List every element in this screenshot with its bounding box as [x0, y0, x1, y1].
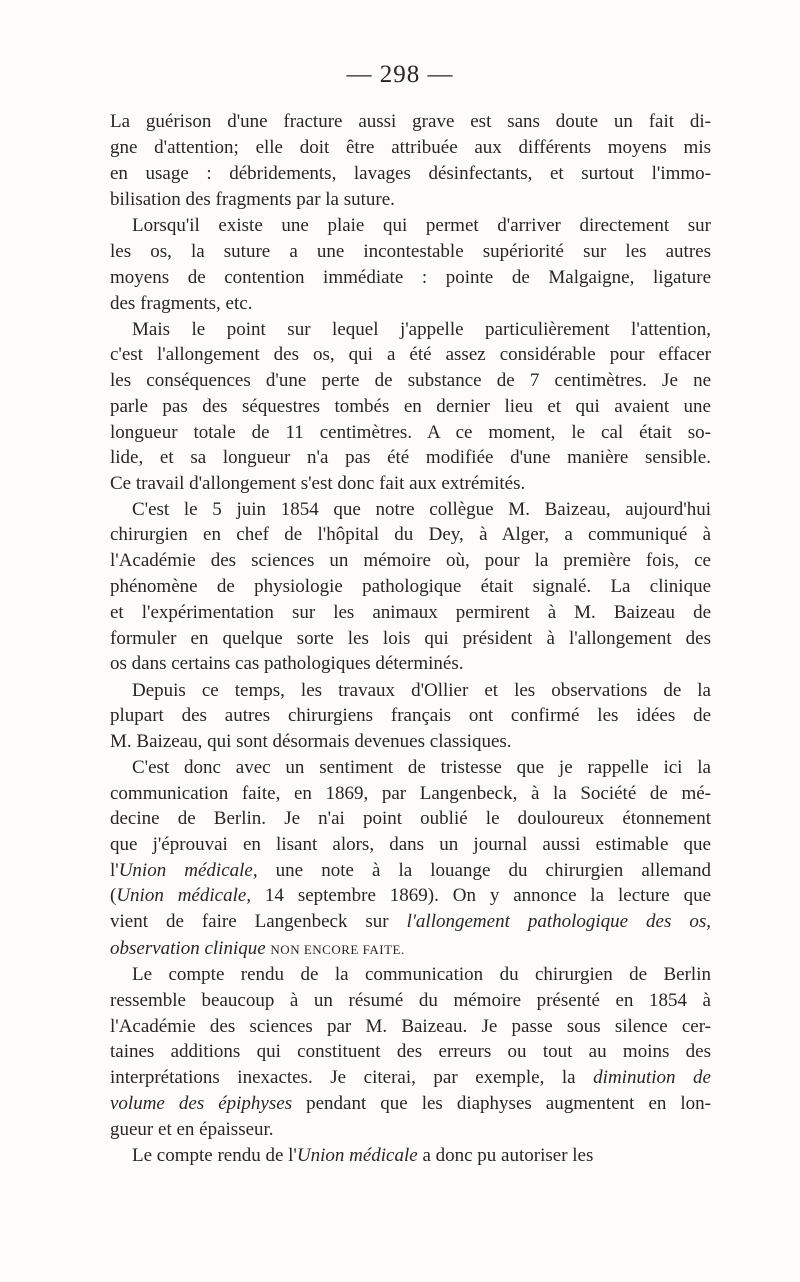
text-line — [110, 1065, 711, 1091]
text-line — [110, 1014, 711, 1040]
text-line — [110, 806, 711, 832]
text-segment: l'Académie des sciences par M. Baizeau. Je passe sous silence cer- — [110, 1016, 711, 1037]
text-line — [110, 832, 711, 858]
text-segment: moyens de contention immédiate : pointe de Malgaigne, ligature — [110, 267, 711, 288]
text-line — [132, 1143, 711, 1169]
text-line — [110, 626, 711, 652]
text-segment: bilisation des fragments par la suture. — [110, 189, 395, 210]
text-segment: La guérison d'une fracture aussi grave est sans doute un fait di- — [110, 111, 711, 132]
text-segment: Lorsqu'il existe une plaie qui permet d'arriver directement sur — [132, 215, 711, 236]
text-segment: ( — [110, 885, 117, 906]
text-segment: l'Académie des sciences un mémoire où, pour la première fois, ce — [110, 550, 711, 571]
italic-text: volume des épiphyses — [110, 1093, 293, 1114]
text-line — [110, 988, 711, 1014]
text-line — [132, 962, 711, 988]
text-segment: les os, la suture a une incontestable supériorité sur les autres — [110, 241, 711, 262]
text-line — [110, 883, 711, 909]
text-line — [110, 729, 711, 755]
text-line — [110, 135, 711, 161]
text-line — [110, 161, 711, 187]
text-segment: vient de faire Langenbeck sur — [110, 911, 407, 932]
text-segment: formuler en quelque sorte les lois qui président à l'allongement des — [110, 628, 711, 649]
text-segment: taines additions qui constituent des erreurs ou tout au moins des — [110, 1041, 711, 1062]
text-segment: les conséquences d'une perte de substance de 7 centimètres. Je ne — [110, 370, 711, 391]
text-line — [110, 471, 711, 497]
italic-text: l'allongement pathologique des os, — [406, 911, 711, 932]
text-line — [132, 678, 711, 704]
text-line — [110, 394, 711, 420]
text-line — [110, 858, 711, 884]
text-segment: que j'éprouvai en lisant alors, dans un journal aussi estimable que — [110, 834, 711, 855]
text-segment: ressemble beaucoup à un résumé du mémoire présenté en 1854 à — [110, 990, 711, 1011]
text-line — [110, 600, 711, 626]
text-line — [110, 291, 711, 317]
italic-text: Union médicale, — [118, 860, 258, 881]
text-segment: Le compte rendu de l' — [132, 1145, 297, 1166]
text-segment: l' — [110, 860, 119, 881]
text-line — [110, 239, 711, 265]
text-segment: Depuis ce temps, les travaux d'Ollier et les observations de la — [132, 680, 711, 701]
text-segment: decine de Berlin. Je n'ai point oublié le douloureux étonnement — [110, 808, 711, 829]
text-segment: lide, et sa longueur n'a pas été modifiée d'une manière sensible. — [110, 447, 711, 468]
text-line — [110, 651, 711, 677]
text-line — [132, 317, 711, 343]
text-line — [110, 1091, 711, 1117]
text-line — [110, 368, 711, 394]
text-segment: des fragments, etc. — [110, 293, 253, 314]
text-segment: a donc pu autoriser les — [417, 1145, 594, 1166]
text-segment: gne d'attention; elle doit être attribuée aux différents moyens mis — [110, 137, 711, 158]
text-segment: c'est l'allongement des os, qui a été assez considérable pour effacer — [110, 344, 711, 365]
text-line — [132, 213, 711, 239]
text-segment: interprétations inexactes. Je citerai, par exemple, la — [110, 1067, 594, 1088]
text-segment: Le compte rendu de la communication du chirurgien de Berlin — [132, 964, 711, 985]
text-line — [110, 445, 711, 471]
text-line — [110, 574, 711, 600]
text-segment: M. Baizeau, qui sont désormais devenues classiques. — [110, 731, 512, 752]
text-segment: en usage : débridements, lavages désinfectants, et surtout l'immo- — [110, 163, 711, 184]
text-line — [110, 420, 711, 446]
text-segment: une note à la louange du chirurgien allemand — [257, 860, 711, 881]
text-segment: et l'expérimentation sur les animaux permirent à M. Baizeau de — [110, 602, 711, 623]
text-line — [110, 909, 711, 935]
text-segment: parle pas des séquestres tombés en dernier lieu et qui avaient une — [110, 396, 711, 417]
italic-text: Union médicale — [296, 1145, 418, 1166]
text-segment: plupart des autres chirurgiens français ont confirmé les idées de — [110, 705, 711, 726]
text-segment: chirurgien en chef de l'hôpital du Dey, à Alger, a communiqué à — [110, 524, 711, 545]
text-line — [110, 265, 711, 291]
text-segment: C'est le 5 juin 1854 que notre collègue M. Baizeau, aujourd'hui — [132, 499, 711, 520]
text-segment: phénomène de physiologie pathologique était signalé. La clinique — [110, 576, 711, 597]
text-segment: Ce travail d'allongement s'est donc fait aux extrémités. — [110, 473, 526, 494]
small-caps-text: NON ENCORE FAITE. — [270, 942, 405, 957]
text-segment: longueur totale de 11 centimètres. A ce moment, le cal était so- — [110, 422, 711, 443]
text-line — [132, 755, 711, 781]
text-line — [110, 1039, 711, 1065]
text-segment: gueur et en épaisseur. — [110, 1119, 274, 1140]
italic-text: diminution de — [593, 1067, 711, 1088]
italic-text: Union médicale, — [116, 885, 252, 906]
text-line — [110, 781, 711, 807]
text-line — [110, 936, 711, 962]
text-line — [110, 109, 711, 135]
text-line — [110, 342, 711, 368]
text-segment: 14 septembre 1869). On y annonce la lecture que — [251, 885, 711, 906]
text-segment: pendant que les diaphyses augmentent en lon- — [292, 1093, 711, 1114]
text-segment: communication faite, en 1869, par Langenbeck, à la Société de mé- — [110, 783, 711, 804]
text-segment: Mais le point sur lequel j'appelle particulièrement l'attention, — [132, 319, 711, 340]
page-number: — 298 — — [346, 61, 454, 88]
text-line — [110, 548, 711, 574]
text-line — [110, 1117, 711, 1143]
text-segment: C'est donc avec un sentiment de tristesse que je rappelle ici la — [132, 757, 711, 778]
italic-text: observation clinique — [110, 938, 266, 959]
text-line — [110, 187, 711, 213]
text-segment: os dans certains cas pathologiques déterminés. — [110, 653, 464, 674]
text-line — [110, 522, 711, 548]
text-line — [132, 497, 711, 523]
text-line — [110, 703, 711, 729]
